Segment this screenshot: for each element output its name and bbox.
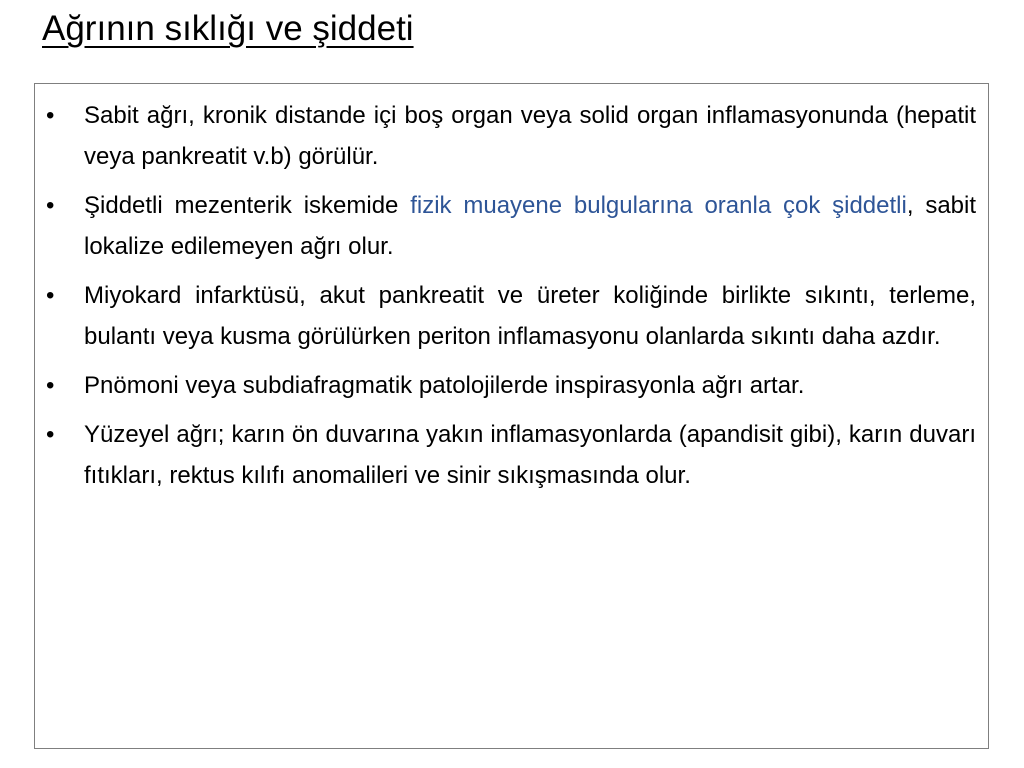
slide-title: Ağrının sıklığı ve şiddeti <box>42 9 414 48</box>
bullet-item <box>44 275 976 357</box>
bullet-text <box>84 95 976 177</box>
bullet-text-part: Pnömoni veya subdiafragmatik patolojilerde inspirasyonla ağrı artar. <box>84 372 805 399</box>
bullet-icon: • <box>46 192 55 219</box>
bullet-item <box>44 414 976 496</box>
bullet-icon: • <box>46 421 55 448</box>
bullet-text-part: , sabit lokalize edilemeyen ağrı olur. <box>84 192 977 260</box>
bullet-item <box>44 185 976 267</box>
bullet-list <box>35 84 988 496</box>
bullet-icon: • <box>46 102 55 129</box>
bullet-text-part: Yüzeyel ağrı; karın ön duvarına yakın inflamasyonlarda (apandisit gibi), karın duvarı fıtıkları, rektus kılıfı anomalileri ve sinir sıkışmasında olur. <box>84 421 976 489</box>
content-box <box>34 83 989 749</box>
bullet-text-part: Sabit ağrı, kronik distande içi boş organ veya solid organ inflamasyonunda (hepatit veya pankreatit v.b) görülür. <box>84 102 976 170</box>
bullet-text <box>84 185 976 267</box>
bullet-item <box>44 95 976 177</box>
bullet-text <box>84 414 976 496</box>
bullet-icon: • <box>46 372 55 399</box>
bullet-text-part: Şiddetli mezenterik iskemide <box>84 192 411 219</box>
bullet-icon: • <box>46 282 55 309</box>
bullet-text <box>84 365 976 406</box>
bullet-text <box>84 275 976 357</box>
bullet-item <box>44 365 976 406</box>
bullet-highlight-text: fizik muayene bulgularına oranla çok şiddetli <box>410 192 907 219</box>
bullet-text-part: Miyokard infarktüsü, akut pankreatit ve üreter koliğinde birlikte sıkıntı, terleme, bulantı veya kusma görülürken periton inflamasyonu olanlarda sıkıntı daha azdır. <box>84 282 976 350</box>
